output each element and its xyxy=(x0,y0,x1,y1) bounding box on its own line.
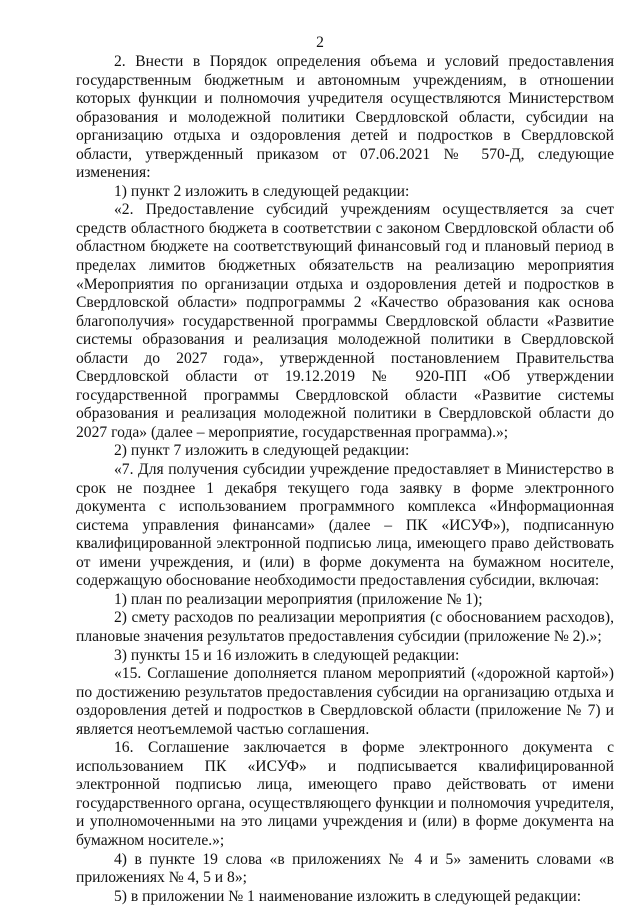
paragraph: 5) в приложении № 1 наименование изложить в следующей редакции: xyxy=(114,887,582,905)
paragraph: 2) пункт 7 изложить в следующей редакции: xyxy=(114,442,410,460)
paragraph: 3) пункты 15 и 16 изложить в следующей редакции: xyxy=(114,646,460,664)
paragraph: «2. Предоставление субсидий учреждениям осуществляется за счет средств областного бюджета в соответствии с законом Свердловской области об областном бюджете на соответствующий финансовый год и плановый период в пределах лимитов бюджетных обязательств на реализацию мероприятия «Мероприятия по организации отдыха и оздоровления детей и подростков в Свердловской области» подпрограммы 2 «Качество образования как основа благополучия» государственной программы Свердловской области «Развитие системы образования и реализация молодежной политики в Свердловской области до 2027 года», утвержденной постановлением Правительства Свердловской области от 19.12.2019 № 920-ПП «Об утверждении государственной программы Свердловской области «Развитие системы образования и реализация молодежной политики в Свердловской области до 2027 года» (далее – мероприятие, государственная программа).»; xyxy=(76,201,614,441)
paragraph: 2) смету расходов по реализации мероприятия (с обоснованием расходов), плановые значения результатов предоставления субсидии (приложение № 2).»; xyxy=(76,609,614,645)
paragraph: «15. Соглашение дополняется планом мероприятий («дорожной картой») по достижению результатов предоставления субсидии на организацию отдыха и оздоровления детей и подростков в Свердловской области (приложение № 7) и является неотъемлемой частью соглашения. xyxy=(76,665,614,738)
document-body xyxy=(76,53,614,906)
paragraph: 1) пункт 2 изложить в следующей редакции: xyxy=(114,182,410,200)
paragraph: 1) план по реализации мероприятия (приложение № 1); xyxy=(114,590,483,608)
paragraph: 2. Внести в Порядок определения объема и условий предоставления государственным бюджетным и автономным учреждениям, в отношении которых функции и полномочия учредителя осуществляются Министерством образования и молодежной политики Свердловской области, субсидии на организацию отдыха и оздоровления детей и подростков в Свердловской области, утвержденный приказом от 07.06.2021 № 570-Д, следующие изменения: xyxy=(76,53,614,182)
paragraph: 16. Соглашение заключается в форме электронного документа с использованием ПК «ИСУФ» и подписывается квалифицированной электронной подписью лица, имеющего право действовать от имени государственного органа, осуществляющего функции и полномочия учредителя, и уполномоченными на это лицами учреждения и (или) в форме документа на бумажном носителе.»; xyxy=(76,739,614,849)
paragraph: 4) в пункте 19 слова «в приложениях № 4 и 5» заменить словами «в приложениях № 4, 5 и 8»; xyxy=(76,850,614,887)
paragraph: «7. Для получения субсидии учреждение предоставляет в Министерство в срок не позднее 1 декабря текущего года заявку в форме электронного документа с использованием программного комплекса «Информационная система управления финансами» (далее – ПК «ИСУФ»), подписанную квалифицированной электронной подписью лица, имеющего право действовать от имени учреждения, и (или) в форме документа на бумажном носителе, содержащую обоснование необходимости предоставления субсидии, включая: xyxy=(76,461,614,590)
page-number: 2 xyxy=(316,34,324,51)
